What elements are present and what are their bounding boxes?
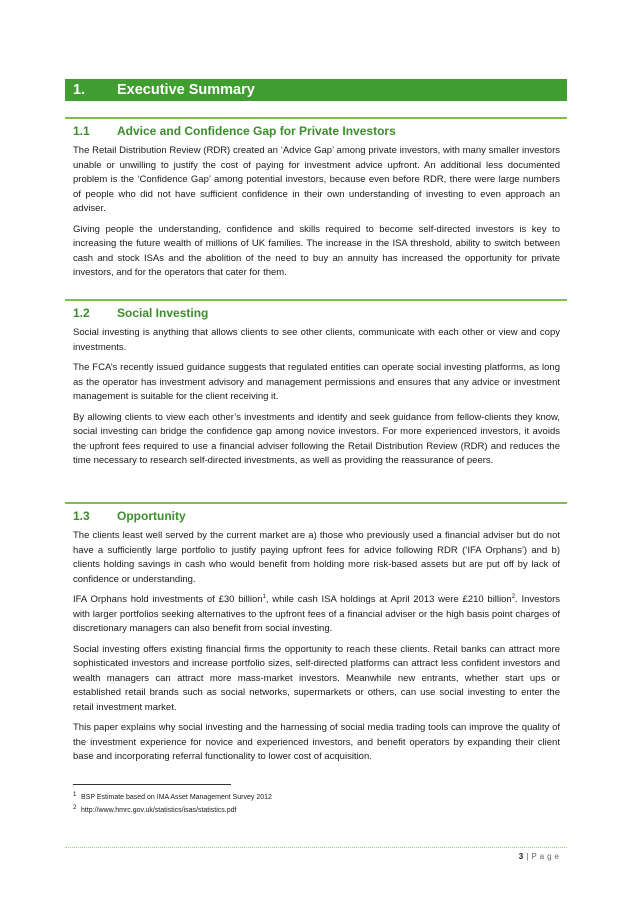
subsection-rule: [65, 117, 567, 119]
subsection-number: 1.3: [73, 509, 90, 523]
footnote-mark: 2: [73, 805, 77, 811]
section-title: Executive Summary: [117, 82, 255, 98]
subsection-rule: [65, 502, 567, 504]
page-number: 3: [518, 852, 524, 861]
footnote-mark: 1: [73, 792, 77, 798]
footnote-separator: [73, 784, 231, 785]
page-label: Page: [531, 852, 562, 861]
footnote-ref: 1: [262, 593, 266, 600]
subsection-body: [73, 144, 560, 287]
footnote-ref: 2: [511, 593, 516, 600]
subsection-title: Opportunity: [117, 509, 186, 523]
subsection-body: [73, 529, 560, 771]
text-run: IFA Orphans hold investments of £30 billion: [73, 594, 263, 605]
subsection-rule: [65, 299, 567, 301]
paragraph: This paper explains why social investing and the harnessing of social media trading tools can improve the quality of the investment experience for novice and experienced investors, and benefit operators by expanding their client base and incorporating referral functionality to lower cost of acquisition.: [73, 722, 560, 762]
paragraph: The clients least well served by the current market are a) those who previously used a financial adviser but do not have a sufficiently large portfolio to justify paying upfront fees for advice following RDR (‘IFA Orphans’) and b) clients holding savings in cash who would benefit from holding more risk-based assets but are put off by lack of confidence or understanding.: [73, 530, 560, 585]
paragraph: By allowing clients to view each other’s investments and identify and seek guidance from fellow-clients they know, social investing can bridge the confidence gap among novice investors. For more experienced investors, it avoids the upfront fees required to use a financial adviser following the Retail Distribution Review (RDR) and reduces the time necessary to research self-directed investments, as well as providing the reassurance of peers.: [73, 411, 560, 466]
page-indicator: [519, 852, 562, 861]
subsection-title: Advice and Confidence Gap for Private Investors: [117, 124, 396, 138]
paragraph: The FCA’s recently issued guidance suggests that regulated entities can operate social investing platforms, as long as the operator has investment advisory and management permissions and ensures that any advice or investment management is suitable for the client receiving it.: [73, 362, 560, 402]
subsection-title: Social Investing: [117, 306, 209, 320]
paragraph: The Retail Distribution Review (RDR) created an ‘Advice Gap’ among private investors, with many smaller investors unable or unwilling to justify the cost of paying for investment advice upfront. An additional less documented problem is the ‘Confidence Gap’ among potential investors, because even before RDR, there were large numbers of people who did not have sufficient confidence in their own understanding of investing to even approach an adviser.: [73, 145, 560, 214]
paragraph: Social investing is anything that allows clients to see other clients, communicate with each other or view and copy investments.: [73, 327, 560, 353]
section-header-band: [65, 79, 567, 101]
footer-rule: [65, 847, 567, 848]
text-run: . Investors with larger portfolios seeking alternatives to the upfront fees of a financial adviser or the high basis point charges of discretionary managers can also benefit from social investing.: [73, 594, 561, 634]
subsection-body: [73, 326, 560, 475]
subsection-number: 1.1: [73, 124, 90, 138]
footnote-text: BSP Estimate based on IMA Asset Management Survey 2012: [81, 794, 272, 801]
page-separator: |: [526, 852, 529, 861]
footnote-link[interactable]: http://www.hmrc.gov.uk/statistics/isas/statistics.pdf: [81, 807, 237, 814]
section-number: 1.: [73, 82, 86, 98]
subsection-number: 1.2: [73, 306, 90, 320]
text-run: , while cash ISA holdings at April 2013 were £210 billion: [265, 594, 512, 605]
paragraph: Social investing offers existing financial firms the opportunity to reach these clients. Retail banks can attract more sophisticated investors and increase portfolio sizes, self-directed platforms can attract less confident investors and wealth managers can attract more mass-market investors. Meanwhile new entrants, whether start ups or established retail brands such as social networks, supermarkets or others, can use social investing to enter the retail investment market.: [73, 643, 560, 713]
paragraph: Giving people the understanding, confidence and skills required to become self-directed investors is key to increasing the future wealth of millions of UK families. The increase in the ISA threshold, ability to switch between cash and stock ISAs and the abolition of the need to buy an annuity has increased the opportunity for private investors, and for the operators that cater for them.: [73, 223, 560, 278]
paragraph-with-footnotes: [73, 593, 560, 637]
